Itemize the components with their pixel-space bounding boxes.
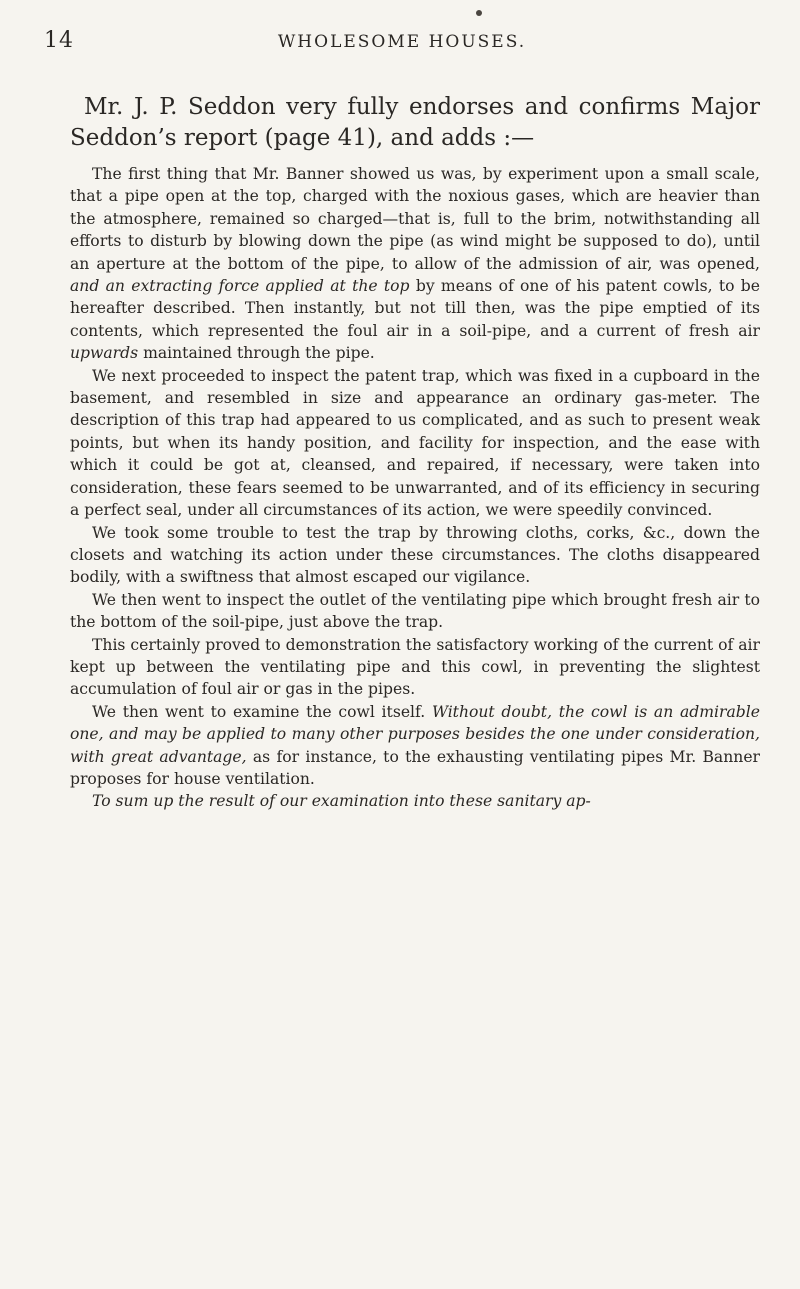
text-segment: We then went to inspect the outlet of the ventilating pipe which brought fresh air to the bottom of the soil-pipe, just above the trap. (70, 590, 760, 632)
body-paragraph (70, 701, 760, 791)
text-segment: We next proceeded to inspect the patent trap, which was fixed in a cupboard in the basement, and resembled in size and appearance an ordinary gas-meter. The description of this trap had appeared to us complicated, and as such to present weak points, but when its handy position, and facility for inspection, and the ease with which it could be got at, cleansed, and repaired, if necessary, were taken into consideration, these fears seemed to be unwarranted, and of its efficiency in securing a perfect seal, under all circumstances of its action, we were speedily convinced. (70, 366, 760, 520)
text-segment: We took some trouble to test the trap by throwing cloths, corks, &c., down the closets and watching its action under these circumstances. The cloths disappeared bodily, with a swiftness that almost escaped our vigilance. (70, 523, 760, 587)
printer-dot-mark (476, 10, 482, 16)
italic-text: To sum up the result of our examination into these sanitary ap- (92, 792, 591, 811)
body-paragraph (70, 589, 760, 634)
intro-paragraph: Mr. J. P. Seddon very fully endorses and confirms Major Seddon’s report (page 41), and adds :— (70, 94, 760, 151)
page-number: 14 (44, 28, 74, 53)
text-segment: We then went to examine the cowl itself. (92, 702, 432, 721)
text-segment: The first thing that Mr. Banner showed us was, by experiment upon a small scale, that a pipe open at the top, charged with the noxious gases, which are heavier than the atmosphere, remained so charged—that is, full to the brim, notwithstanding all efforts to disturb by blowing down the pipe (as wind might be supposed to do), until an aperture at the bottom of the pipe, to allow of the admission of air, was opened, (70, 165, 760, 273)
body-paragraph (70, 365, 760, 522)
body-text (70, 163, 760, 813)
body-paragraph (70, 522, 760, 589)
text-segment: by means of one of his patent cowls, to be hereafter described. Then instantly, but not till then, was the pipe emptied of its contents, which represented the foul air in a soil-pipe, and a current of fresh air (70, 277, 761, 340)
italic-text: and an extracting force applied at the top (70, 277, 410, 296)
running-head: WHOLESOME HOUSES. (277, 32, 527, 52)
italic-text: upwards (70, 344, 139, 363)
text-segment: maintained through the pipe. (138, 344, 375, 363)
page-header (44, 28, 760, 58)
body-paragraph (70, 634, 760, 701)
body-paragraph (70, 163, 760, 365)
text-segment: This certainly proved to demonstration the satisfactory working of the current of air kept up between the ventilating pipe and this cowl, in preventing the slightest accumulation of foul air or gas in the pipes. (70, 635, 760, 699)
italic-text: Without doubt, the cowl is an admirable one, and may be applied to many other purposes besides the one under consideration, with great advantage, (70, 702, 760, 766)
body-paragraph (70, 790, 760, 812)
text-segment: as for instance, to the exhausting ventilating pipes Mr. Banner proposes for house ventilation. (70, 747, 760, 788)
